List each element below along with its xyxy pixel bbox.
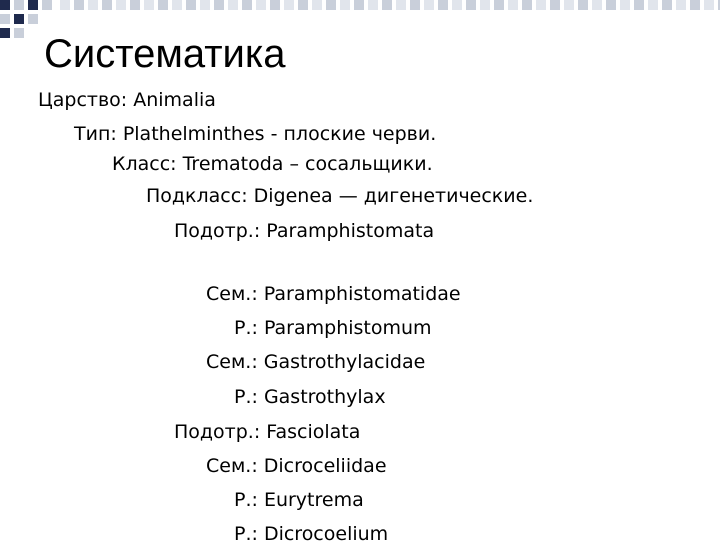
deco-band-square [256,0,266,10]
slide-title: Систематика [44,32,286,76]
taxon-family-gastrothylacidae: Сем.: Gastrothylacidae [206,351,426,373]
taxon-subclass: Подкласс: Digenea — дигенетические. [146,185,534,207]
deco-band-square [214,0,224,10]
deco-square [0,28,10,38]
deco-band-square [242,0,252,10]
deco-square [0,0,10,10]
deco-band-square [74,0,84,10]
deco-band-square [354,0,364,10]
deco-band-square [410,0,420,10]
deco-band-square [438,0,448,10]
deco-band-square [270,0,280,10]
deco-square [28,0,38,10]
deco-band-square [522,0,532,10]
taxon-class: Класс: Trematoda – сосальщики. [112,153,433,175]
deco-band-square [368,0,378,10]
deco-band-square [550,0,560,10]
deco-band-square [130,0,140,10]
deco-band-square [116,0,126,10]
deco-band-square [88,0,98,10]
taxon-phylum: Тип: Plathelminthes - плоские черви. [74,123,437,145]
deco-band-square [382,0,392,10]
deco-band-square [228,0,238,10]
deco-square [28,14,38,24]
deco-band-square [452,0,462,10]
taxon-family-dicroceliidae: Сем.: Dicroceliidae [206,455,387,477]
deco-square [0,14,10,24]
deco-band-square [102,0,112,10]
deco-band-square [676,0,686,10]
deco-band-square [298,0,308,10]
deco-band-square [326,0,336,10]
taxon-kingdom: Царство: Animalia [38,89,216,111]
deco-band-square [662,0,672,10]
deco-band-square [536,0,546,10]
deco-band-square [606,0,616,10]
deco-band-square [312,0,322,10]
deco-band-square [704,0,714,10]
deco-band-square [648,0,658,10]
taxon-suborder-fasciolata: Подотр.: Fasciolata [174,421,361,443]
deco-band-square [564,0,574,10]
taxon-family-paramphistomatidae: Сем.: Paramphistomatidae [206,283,461,305]
deco-square [14,0,24,10]
taxon-genus-dicrocoelium: Р.: Dicrocoelium [234,523,389,545]
deco-band-square [60,0,70,10]
deco-band-square [620,0,630,10]
taxon-genus-eurytrema: Р.: Eurytrema [234,489,364,511]
deco-band-square [144,0,154,10]
taxon-genus-paramphistomum: Р.: Paramphistomum [234,317,432,339]
deco-band-square [396,0,406,10]
deco-band-square [284,0,294,10]
deco-band-square [424,0,434,10]
deco-band-square [340,0,350,10]
deco-band-square [690,0,700,10]
deco-band-square [578,0,588,10]
deco-square [14,28,24,38]
deco-band-square [466,0,476,10]
deco-band-square [480,0,490,10]
deco-band-square [200,0,210,10]
deco-band-square [508,0,518,10]
taxon-genus-gastrothylax: Р.: Gastrothylax [234,386,386,408]
deco-square [42,0,52,10]
deco-band-square [494,0,504,10]
deco-square [14,14,24,24]
taxon-suborder-paramphistomata: Подотр.: Paramphistomata [174,220,435,242]
deco-band-square [172,0,182,10]
deco-band-square [158,0,168,10]
deco-band-square [634,0,644,10]
deco-band-square [592,0,602,10]
deco-band-square [186,0,196,10]
